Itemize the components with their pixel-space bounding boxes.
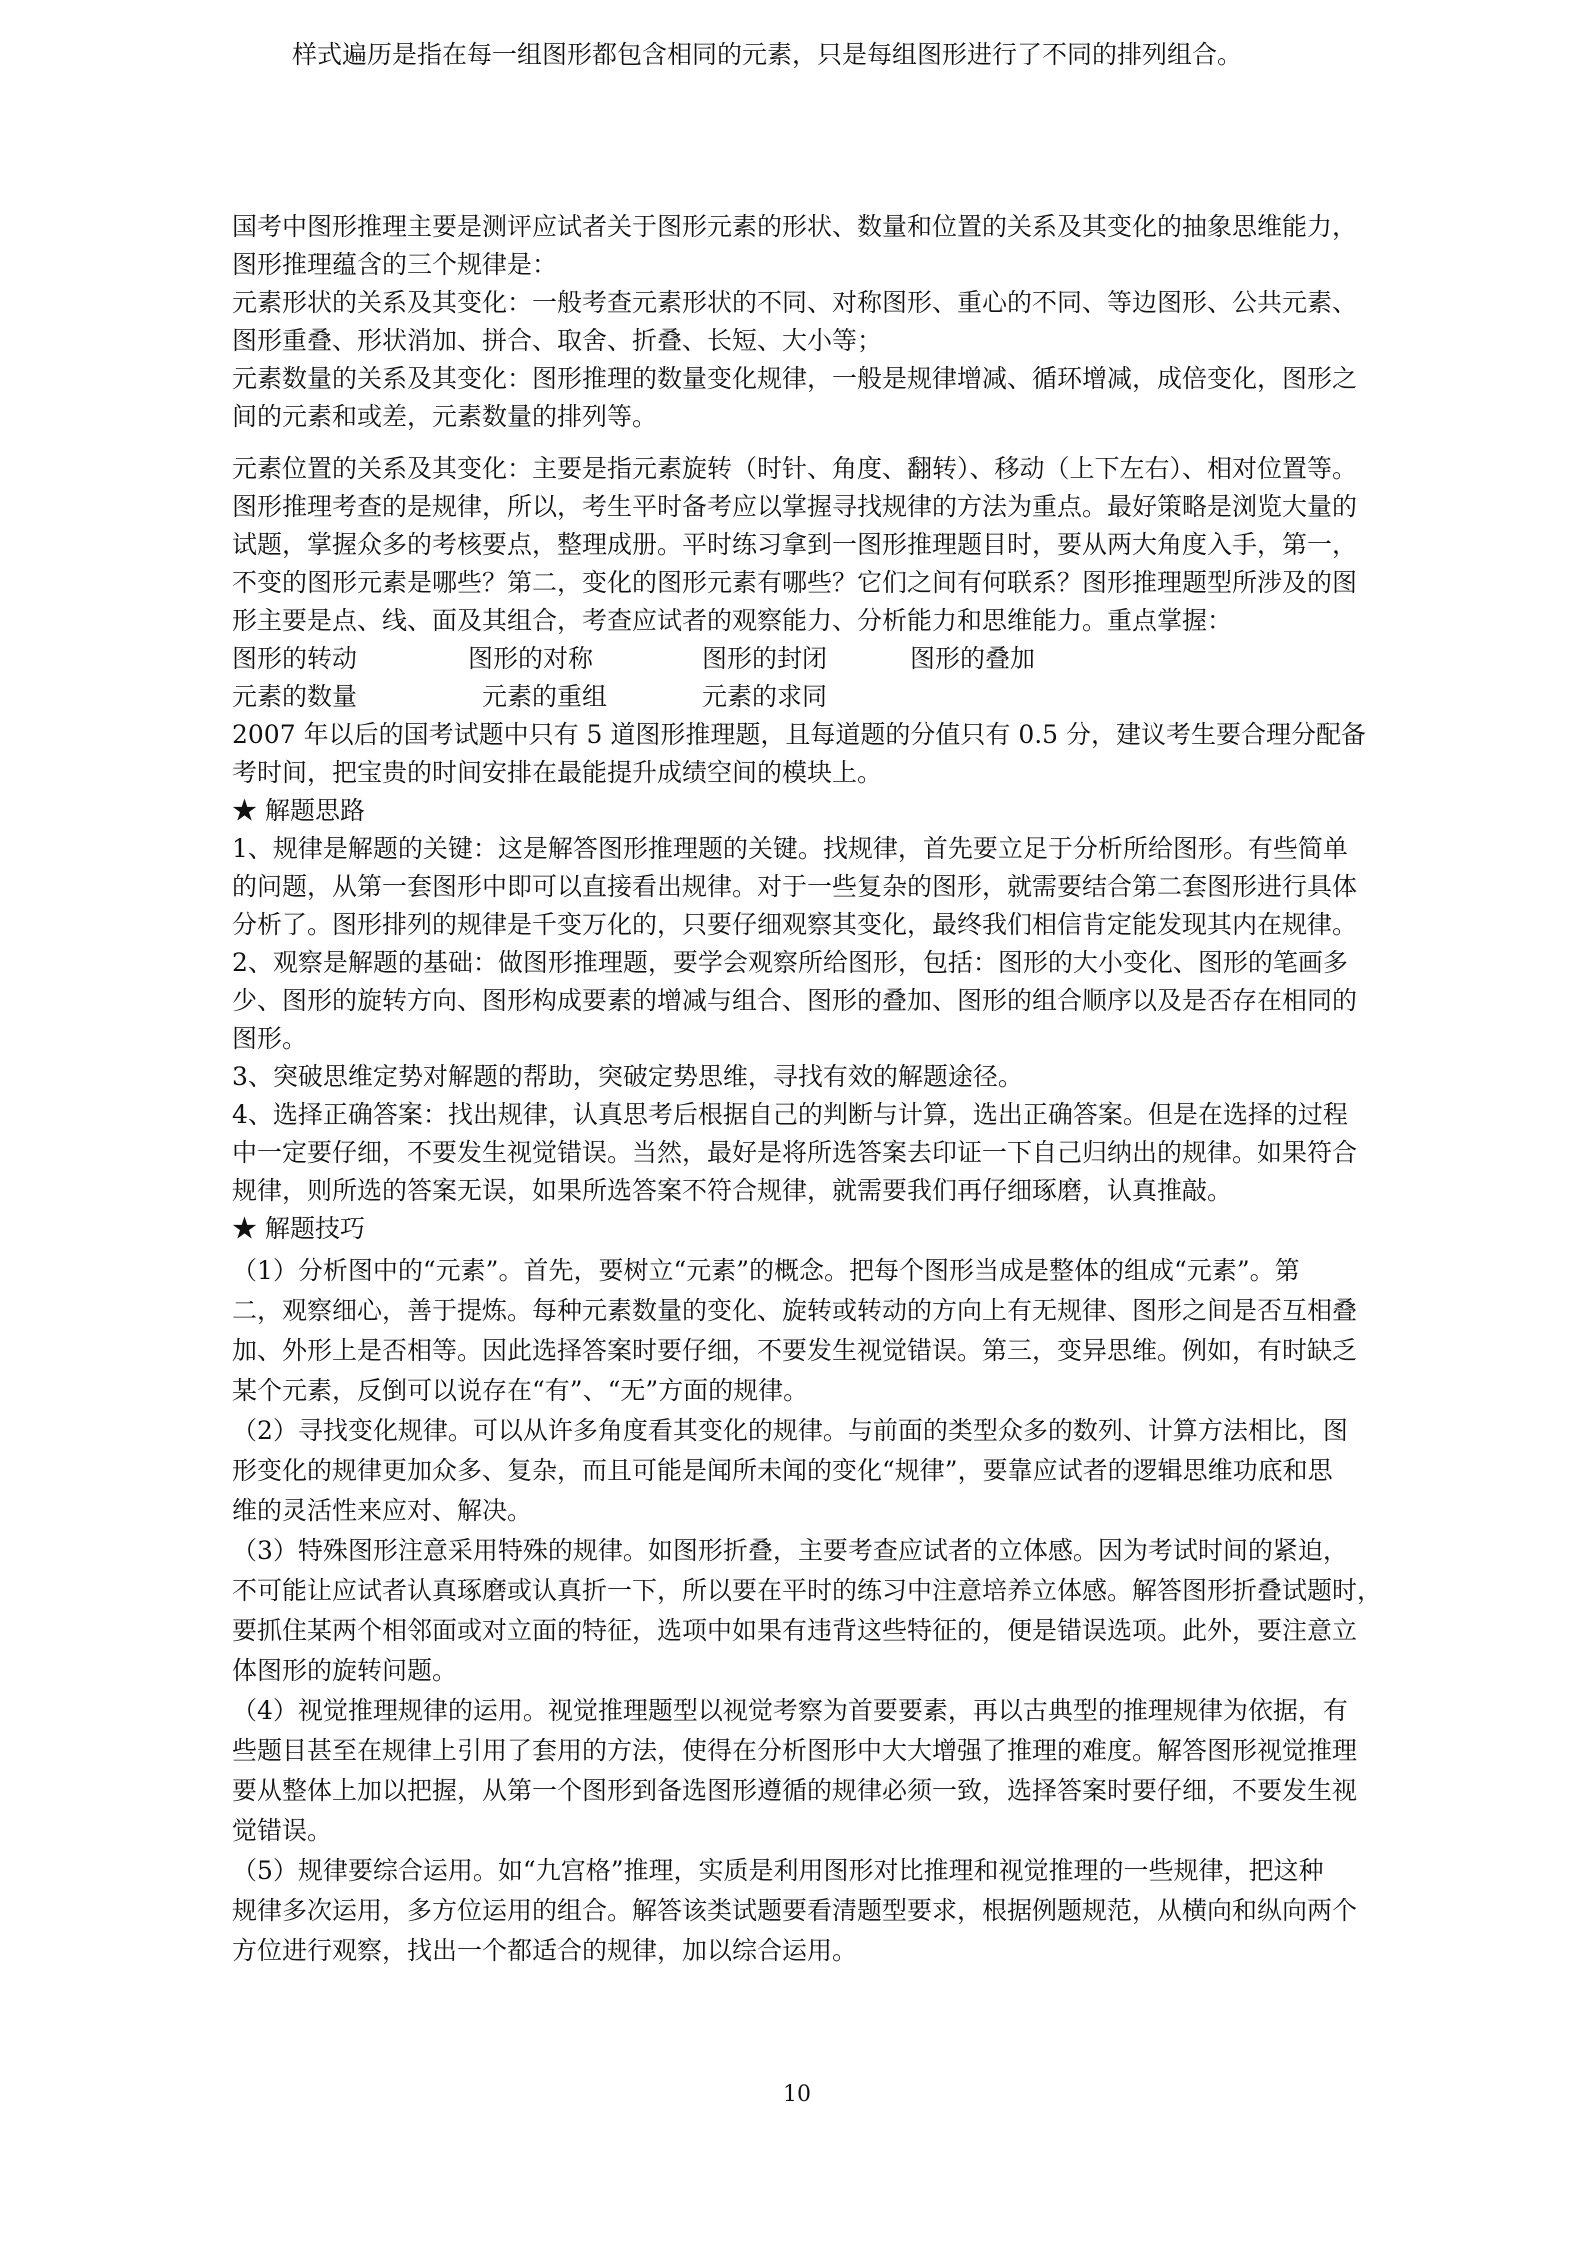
thinking-line: 4、选择正确答案：找出规律，认真思考后根据自己的判断与计算，选出正确答案。但是在选择的过程 bbox=[232, 1100, 1348, 1129]
key-point: 图形的转动 bbox=[232, 644, 358, 673]
overview-line-4: 图形重叠、形状消加、拼合、取舍、折叠、长短、大小等； bbox=[232, 326, 883, 355]
section-heading-thinking: ★ 解题思路 bbox=[232, 796, 365, 825]
skills-line: 加、外形上是否相等。因此选择答案时要仔细，不要发生视觉错误。第三，变异思维。例如，有时缺乏 bbox=[232, 1336, 1358, 1365]
thinking-line: 规律，则所选的答案无误，如果所选答案不符合规律，就需要我们再仔细琢磨，认真推敲。 bbox=[232, 1176, 1233, 1205]
key-point: 图形的叠加 bbox=[910, 644, 1036, 673]
section-heading-skills: ★ 解题技巧 bbox=[232, 1214, 365, 1243]
skills-line: 些题目甚至在规律上引用了套用的方法，使得在分析图形中大大增强了推理的难度。解答图形视觉推理 bbox=[232, 1736, 1358, 1765]
skills-line: （1）分析图中的“元素”。首先，要树立“元素”的概念。把每个图形当成是整体的组成“元素”。第 bbox=[232, 1256, 1300, 1285]
overview-line-9: 试题，掌握众多的考核要点，整理成册。平时练习拿到一图形推理题目时，要从两大角度入手，第一， bbox=[232, 530, 1358, 559]
key-point: 图形的封闭 bbox=[702, 644, 828, 673]
thinking-line: 2、观察是解题的基础：做图形推理题，要学会观察所给图形，包括：图形的大小变化、图形的笔画多 bbox=[232, 948, 1348, 977]
exam-note-line-2: 考时间，把宝贵的时间安排在最能提升成绩空间的模块上。 bbox=[232, 758, 883, 787]
overview-line-7: 元素位置的关系及其变化：主要是指元素旋转（时针、角度、翻转）、移动（上下左右）、相对位置等。 bbox=[232, 454, 1358, 483]
thinking-line: 3、突破思维定势对解题的帮助，突破定势思维，寻找有效的解题途径。 bbox=[232, 1062, 1023, 1091]
thinking-line: 图形。 bbox=[232, 1024, 308, 1053]
skills-line: 觉错误。 bbox=[232, 1816, 333, 1845]
skills-line: （3）特殊图形注意采用特殊的规律。如图形折叠，主要考查应试者的立体感。因为考试时间的紧迫， bbox=[232, 1536, 1348, 1565]
key-point: 元素的数量 bbox=[232, 682, 358, 711]
exam-note-line-1: 2007 年以后的国考试题中只有 5 道图形推理题，且每道题的分值只有 0.5 分，建议考生要合理分配备 bbox=[232, 720, 1367, 749]
skills-line: （5）规律要综合运用。如“九宫格”推理，实质是利用图形对比推理和视觉推理的一些规律，把这种 bbox=[232, 1856, 1324, 1885]
overview-line-5: 元素数量的关系及其变化：图形推理的数量变化规律，一般是规律增减、循环增减，成倍变化，图形之 bbox=[232, 364, 1358, 393]
overview-line-2: 图形推理蕴含的三个规律是： bbox=[232, 250, 558, 279]
skills-line: 规律多次运用，多方位运用的组合。解答该类试题要看清题型要求，根据例题规范，从横向和纵向两个 bbox=[232, 1896, 1358, 1925]
overview-line-8: 图形推理考查的是规律，所以，考生平时备考应以掌握寻找规律的方法为重点。最好策略是浏览大量的 bbox=[232, 492, 1358, 521]
overview-line-11: 形主要是点、线、面及其组合，考查应试者的观察能力、分析能力和思维能力。重点掌握： bbox=[232, 606, 1233, 635]
thinking-line: 中一定要仔细，不要发生视觉错误。当然，最好是将所选答案去印证一下自己归纳出的规律。如果符合 bbox=[232, 1138, 1358, 1167]
overview-line-10: 不变的图形元素是哪些？第二，变化的图形元素有哪些？它们之间有何联系？图形推理题型所涉及的图 bbox=[232, 568, 1358, 597]
thinking-line: 少、图形的旋转方向、图形构成要素的增减与组合、图形的叠加、图形的组合顺序以及是否存在相同的 bbox=[232, 986, 1358, 1015]
skills-line: 要从整体上加以把握，从第一个图形到备选图形遵循的规律必须一致，选择答案时要仔细，不要发生视 bbox=[232, 1776, 1358, 1805]
skills-line: 形变化的规律更加众多、复杂，而且可能是闻所未闻的变化“规律”，要靠应试者的逻辑思维功底和思 bbox=[232, 1456, 1333, 1485]
skills-line: 某个元素，反倒可以说存在“有”、“无”方面的规律。 bbox=[232, 1376, 809, 1405]
key-point: 图形的对称 bbox=[468, 644, 594, 673]
skills-line: 二，观察细心，善于提炼。每种元素数量的变化、旋转或转动的方向上有无规律、图形之间是否互相叠 bbox=[232, 1296, 1358, 1325]
skills-line: 要抓住某两个相邻面或对立面的特征，选项中如果有违背这些特征的，便是错误选项。此外，要注意立 bbox=[232, 1616, 1358, 1645]
intro-line: 样式遍历是指在每一组图形都包含相同的元素，只是每组图形进行了不同的排列组合。 bbox=[292, 40, 1243, 69]
overview-line-3: 元素形状的关系及其变化：一般考查元素形状的不同、对称图形、重心的不同、等边图形、公共元素、 bbox=[232, 288, 1358, 317]
skills-line: （4）视觉推理规律的运用。视觉推理题型以视觉考察为首要要素，再以古典型的推理规律为依据，有 bbox=[232, 1696, 1348, 1725]
thinking-line: 1、规律是解题的关键：这是解答图形推理题的关键。找规律，首先要立足于分析所给图形。有些简单 bbox=[232, 834, 1348, 863]
overview-line-1: 国考中图形推理主要是测评应试者关于图形元素的形状、数量和位置的关系及其变化的抽象思维能力， bbox=[232, 212, 1358, 241]
thinking-line: 分析了。图形排列的规律是千变万化的，只要仔细观察其变化，最终我们相信肯定能发现其内在规律。 bbox=[232, 910, 1358, 939]
key-point: 元素的求同 bbox=[702, 682, 828, 711]
page-number: 10 bbox=[783, 2082, 811, 2107]
overview-line-6: 间的元素和或差，元素数量的排列等。 bbox=[232, 402, 658, 431]
key-point: 元素的重组 bbox=[482, 682, 608, 711]
skills-line: 方位进行观察，找出一个都适合的规律，加以综合运用。 bbox=[232, 1936, 858, 1965]
skills-line: （2）寻找变化规律。可以从许多角度看其变化的规律。与前面的类型众多的数列、计算方法相比，图 bbox=[232, 1416, 1348, 1445]
thinking-line: 的问题，从第一套图形中即可以直接看出规律。对于一些复杂的图形，就需要结合第二套图形进行具体 bbox=[232, 872, 1358, 901]
skills-line: 体图形的旋转问题。 bbox=[232, 1656, 458, 1685]
skills-line: 不可能让应试者认真琢磨或认真折一下，所以要在平时的练习中注意培养立体感。解答图形折叠试题时， bbox=[232, 1576, 1383, 1605]
skills-line: 维的灵活性来应对、解决。 bbox=[232, 1496, 533, 1525]
